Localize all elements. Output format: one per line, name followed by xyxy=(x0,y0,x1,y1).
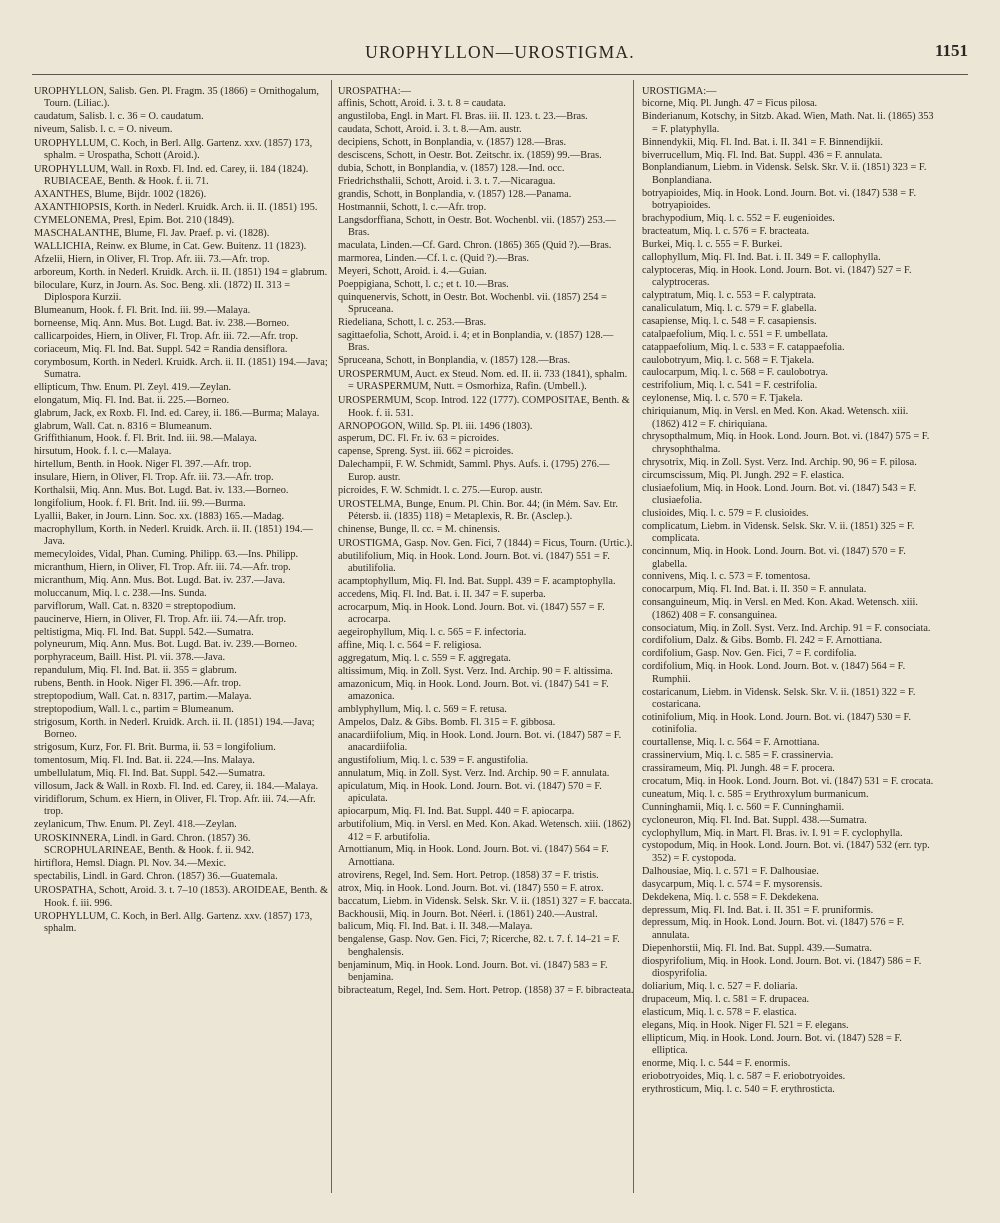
species-entry: atrox, Miq. in Hook. Lond. Journ. Bot. vi. (1847) 550 = F. atrox. xyxy=(338,882,604,894)
species-entry: glabrum, Jack, ex Roxb. Fl. Ind. ed. Carey, ii. 186.—Burma; Malaya. xyxy=(34,407,320,419)
species-entry: hirtiflora, Hemsl. Diagn. Pl. Nov. 34.—Mexic. xyxy=(34,858,227,870)
species-entry: coriaceum, Miq. Fl. Ind. Bat. Suppl. 542 = Randia densiflora. xyxy=(34,343,288,355)
species-entry: crassirameum, Miq. Pl. Jungh. 48 = F. procera. xyxy=(642,763,835,775)
species-entry: connivens, Miq. l. c. 573 = F. tomentosa. xyxy=(642,571,811,583)
species-entry: Langsdorffiana, Schott, in Oestr. Bot. Wochenbl. vii. (1857) 253.—Bras. xyxy=(338,214,616,238)
species-entry: WALLICHIA, Reinw. ex Blume, in Cat. Gew. Buitenz. 11 (1823). xyxy=(34,240,307,252)
species-entry: enorme, Miq. l. c. 544 = F. enormis. xyxy=(642,1057,791,1069)
species-entry: altissimum, Miq. in Zoll. Syst. Verz. Ind. Archip. 90 = F. altissima. xyxy=(338,665,613,677)
species-entry: complicatum, Liebm. in Vidensk. Selsk. Skr. V. ii. (1851) 325 = F. complicata. xyxy=(642,520,915,545)
species-entry: cotinifolium, Miq. in Hook. Lond. Journ. Bot. vi. (1847) 530 = F. cotinifolia. xyxy=(642,711,911,736)
species-entry: Dalhousiae, Miq. l. c. 571 = F. Dalhousiae. xyxy=(642,865,819,877)
genus-entry: UROSKINNERA, Lindl. in Gard. Chron. (1857) 36. SCROPHULARINEAE, Benth. & Hook. f. ii. 942. xyxy=(34,833,254,857)
species-entry: casapiense, Miq. l. c. 548 = F. casapiensis. xyxy=(642,315,817,327)
species-entry: consociatum, Miq. in Zoll. Syst. Verz. Ind. Archip. 91 = F. consociata. xyxy=(642,622,931,634)
species-entry: elongatum, Miq. Fl. Ind. Bat. ii. 225.—Borneo. xyxy=(34,394,230,406)
species-entry: biloculare, Kurz, in Journ. As. Soc. Beng. xli. (1872) II. 313 = Diplospora Kurzii. xyxy=(34,279,291,303)
species-entry: Hostmannii, Schott, l. c.—Afr. trop. xyxy=(338,201,487,213)
species-entry: Burkei, Miq. l. c. 555 = F. Burkei. xyxy=(642,238,783,250)
species-entry: affine, Miq. l. c. 564 = F. religiosa. xyxy=(338,639,482,651)
species-entry: concinnum, Miq. in Hook. Lond. Journ. Bot. vi. (1847) 570 = F. glabella. xyxy=(642,546,906,570)
species-entry: botryapioides, Miq. in Hook. Lond. Journ. Bot. vi. (1847) 538 = F. botryapioides. xyxy=(642,187,917,212)
species-entry: dubia, Schott, in Bonplandia, v. (1857) 128.—Ind. occ. xyxy=(338,162,565,174)
species-entry: sagittaefolia, Schott, Aroid. i. 4; et in Bonplandia, v. (1857) 128.—Bras. xyxy=(338,329,614,354)
species-entry: AXANTHES, Blume, Bijdr. 1002 (1826). xyxy=(34,189,207,201)
genus-entry: UROSTIGMA, Gasp. Nov. Gen. Fici, 7 (1844) = Ficus, Tourn. (Urtic.). xyxy=(338,537,633,549)
species-entry: ARNOPOGON, Willd. Sp. Pl. iii. 1496 (1803). xyxy=(338,420,533,432)
species-entry: affinis, Schott, Aroid. i. 3. t. 8 = caudata. xyxy=(338,98,506,110)
species-entry: chrysotrix, Miq. in Zoll. Syst. Verz. Ind. Archip. 90, 96 = F. pilosa. xyxy=(642,456,917,468)
species-entry: Afzelii, Hiern, in Oliver, Fl. Trop. Afr. iii. 73.—Afr. trop. xyxy=(34,253,270,265)
species-entry: atrovirens, Regel, Ind. Sem. Hort. Petrop. (1858) 37 = F. tristis. xyxy=(338,869,599,881)
species-entry: benjaminum, Miq. in Hook. Lond. Journ. Bot. vi. (1847) 583 = F. benjamina. xyxy=(338,959,608,984)
column-right xyxy=(642,84,938,1097)
species-entry: callophyllum, Miq. Fl. Ind. Bat. i. II. 349 = F. callophylla. xyxy=(642,251,881,263)
species-entry: Griffithianum, Hook. f. Fl. Brit. Ind. iii. 98.—Malaya. xyxy=(34,433,257,445)
species-entry: Riedeliana, Schott, l. c. 253.—Bras. xyxy=(338,316,487,328)
species-entry: quinquenervis, Schott, in Oestr. Bot. Wochenbl. vii. (1857) 254 = Spruceana. xyxy=(338,291,607,315)
genus-entry: UROPHYLLUM, Wall. in Roxb. Fl. Ind. ed. Carey, ii. 184 (1824). RUBIACEAE, Benth. & Hook. f. ii. 71. xyxy=(34,163,309,188)
species-entry: eriobotryoides, Miq. l. c. 587 = F. eriobotryoides. xyxy=(642,1070,846,1082)
species-entry: crassinervium, Miq. l. c. 585 = F. crassinervia. xyxy=(642,750,834,762)
species-entry: callicarpoides, Hiern, in Oliver, Fl. Trop. Afr. iii. 72.—Afr. trop. xyxy=(34,330,299,342)
column-middle xyxy=(338,84,634,998)
species-entry: apiocarpum, Miq. Fl. Ind. Bat. Suppl. 440 = F. apiocarpa. xyxy=(338,806,575,818)
species-entry: courtallense, Miq. l. c. 564 = F. Arnottiana. xyxy=(642,737,820,749)
species-entry: depressum, Miq. in Hook. Lond. Journ. Bot. vi. (1847) 576 = F. annulata. xyxy=(642,917,905,941)
species-entry: MASCHALANTHE, Blume, Fl. Jav. Praef. p. vi. (1828). xyxy=(34,227,270,239)
species-entry: calyptratum, Miq. l. c. 553 = F. calyptrata. xyxy=(642,290,816,301)
page-number: 1151 xyxy=(934,41,968,60)
species-entry: strigosum, Kurz, For. Fl. Brit. Burma, ii. 53 = longifolium. xyxy=(34,742,276,754)
species-entry: ellipticum, Miq. in Hook. Lond. Journ. Bot. vi. (1847) 528 = F. elliptica. xyxy=(642,1032,902,1056)
species-entry: memecyloides, Vidal, Phan. Cuming. Philipp. 63.—Ins. Philipp. xyxy=(34,549,299,561)
species-entry: canaliculatum, Miq. l. c. 579 = F. glabella. xyxy=(642,302,817,314)
species-entry: viridiflorum, Schum. ex Hiern, in Oliver, Fl. Trop. Afr. iii. 74.—Afr. trop. xyxy=(34,793,316,818)
species-entry: caudata, Schott, Aroid. i. 3. t. 8.—Am. austr. xyxy=(338,124,522,136)
column-divider xyxy=(331,80,332,1193)
page-header xyxy=(0,40,1000,70)
species-entry: biverrucellum, Miq. Fl. Ind. Bat. Suppl. 436 = F. annulata. xyxy=(642,149,883,161)
species-entry: cuneatum, Miq. l. c. 585 = Erythroxylum burmanicum. xyxy=(642,788,869,800)
species-entry: grandis, Schott, in Bonplandia, v. (1857) 128.—Panama. xyxy=(338,188,572,200)
species-entry: Lyallii, Baker, in Journ. Linn. Soc. xx. (1883) 165.—Madag. xyxy=(34,510,285,522)
genus-entry: UROSPERMUM, Scop. Introd. 122 (1777). COMPOSITAE, Benth. & Hook. f. ii. 531. xyxy=(338,395,630,419)
species-entry: Dekdekena, Miq. l. c. 558 = F. Dekdekena. xyxy=(642,891,819,903)
species-entry: villosum, Jack & Wall. in Roxb. Fl. Ind. ed. Carey, ii. 184.—Malaya. xyxy=(34,780,319,792)
species-entry: Backhousii, Miq. in Journ. Bot. Néerl. i. (1861) 240.—Austral. xyxy=(338,908,598,920)
genus-entry: UROPHYLLON, Salisb. Gen. Pl. Fragm. 35 (1866) = Ornithogalum, Tourn. (Liliac.). xyxy=(34,85,319,109)
species-entry: longifolium, Hook. f. Fl. Brit. Ind. iii. 99.—Burma. xyxy=(34,498,246,509)
species-entry: micranthum, Miq. Ann. Mus. Bot. Lugd. Bat. iv. 237.—Java. xyxy=(34,574,286,586)
species-entry: porphyraceum, Baill. Hist. Pl. vii. 378.—Java. xyxy=(34,652,226,664)
species-entry: cycloneuron, Miq. Fl. Ind. Bat. Suppl. 438.—Sumatra. xyxy=(642,814,867,826)
species-entry: hirtellum, Benth. in Hook. Niger Fl. 397.—Afr. trop. xyxy=(34,459,252,471)
species-entry: maculata, Linden.—Cf. Gard. Chron. (1865) 365 (Quid ?).—Bras. xyxy=(338,239,612,251)
species-entry: consanguineum, Miq. in Versl. en Med. Kon. Akad. Wetensch. xiii. (1862) 408 = F. consanguinea. xyxy=(642,597,918,621)
species-entry: cystopodum, Miq. in Hook. Lond. Journ. Bot. vi. (1847) 532 (err. typ. 352) = F. cystopoda. xyxy=(642,840,930,864)
species-entry: Diepenhorstii, Miq. Fl. Ind. Bat. Suppl. 439.—Sumatra. xyxy=(642,942,872,954)
species-entry: clusiaefolium, Miq. in Hook. Lond. Journ. Bot. vi. (1847) 543 = F. clusiaefolia. xyxy=(642,482,917,506)
species-entry: bengalense, Gasp. Nov. Gen. Fici, 7; Ricerche, 82. t. 7. f. 14–21 = F. benghalensis. xyxy=(338,934,620,958)
species-entry: caulobotryum, Miq. l. c. 568 = F. Tjakela. xyxy=(642,354,815,366)
species-entry: macrophyllum, Korth. in Nederl. Kruidk. Arch. ii. II. (1851) 194.—Java. xyxy=(34,523,313,548)
species-entry: arboreum, Korth. in Nederl. Kruidk. Arch. ii. II. (1851) 194 = glabrum. xyxy=(34,266,328,278)
species-entry: chiriquianum, Miq. in Versl. en Med. Kon. Akad. Wetensch. xiii. (1862) 412 = F. chiriquiana. xyxy=(642,406,909,430)
species-entry: amblyphyllum, Miq. l. c. 569 = F. retusa. xyxy=(338,704,507,715)
species-entry: picroides, F. W. Schmidt. l. c. 275.—Europ. austr. xyxy=(338,484,543,496)
species-entry: depressum, Miq. Fl. Ind. Bat. i. II. 351 = F. pruniformis. xyxy=(642,904,874,916)
species-entry: moluccanum, Miq. l. c. 238.—Ins. Sunda. xyxy=(34,587,207,599)
species-entry: circumscissum, Miq. Pl. Jungh. 292 = F. elastica. xyxy=(642,469,845,481)
species-entry: cordifolium, Dalz. & Gibs. Bomb. Fl. 242 = F. Arnottiana. xyxy=(642,635,883,647)
species-entry: balicum, Miq. Fl. Ind. Bat. i. II. 348.—Malaya. xyxy=(338,921,533,933)
species-entry: Friedrichsthalii, Schott, Aroid. i. 3. t. 7.—Nicaragua. xyxy=(338,175,556,187)
species-entry: chrysopthalmum, Miq. in Hook. Lond. Journ. Bot. vi. (1847) 575 = F. chrysophthalma. xyxy=(642,431,930,455)
species-entry: desciscens, Schott, in Oestr. Bot. Zeitschr. ix. (1859) 99.—Bras. xyxy=(338,150,602,162)
species-entry: erythrosticum, Miq. l. c. 540 = F. erythrosticta. xyxy=(642,1083,835,1095)
species-entry: arbutifolium, Miq. in Versl. en Med. Kon. Akad. Wetensch. xiii. (1862) 412 = F. arbutifolia. xyxy=(338,819,631,843)
species-entry: aggregatum, Miq. l. c. 559 = F. aggregata. xyxy=(338,652,511,664)
species-entry: bracteatum, Miq. l. c. 576 = F. bracteata. xyxy=(642,225,810,237)
species-entry: catalpaefolium, Miq. l. c. 551 = F. umbellata. xyxy=(642,328,828,340)
species-entry: peltistigma, Miq. Fl. Ind. Bat. Suppl. 542.—Sumatra. xyxy=(34,626,254,638)
genus-entry: UROSPERMUM, Auct. ex Steud. Nom. ed. II. ii. 733 (1841), sphalm. = URASPERMUM, Nutt. = Osmorhiza, Rafin. (Umbell.). xyxy=(338,368,628,393)
species-entry: Arnottianum, Miq. in Hook. Lond. Journ. Bot. vi. (1847) 564 = F. Arnottiana. xyxy=(338,844,609,868)
species-entry: Binnendykii, Miq. Fl. Ind. Bat. i. II. 341 = F. Binnendijkii. xyxy=(642,136,883,148)
species-entry: caudatum, Salisb. l. c. 36 = O. caudatum. xyxy=(34,110,204,122)
species-entry: paucinerve, Hiern, in Oliver, Fl. Trop. Afr. iii. 74.—Afr. trop. xyxy=(34,613,287,625)
genus-entry: UROSPATHA:— xyxy=(338,85,411,97)
species-entry: insulare, Hiern, in Oliver, Fl. Trop. Afr. iii. 73.—Afr. trop. xyxy=(34,472,274,484)
species-entry: costaricanum, Liebm. in Vidensk. Selsk. Skr. V. ii. (1851) 322 = F. costaricana. xyxy=(642,686,916,710)
species-entry: Korthalsii, Miq. Ann. Mus. Bot. Lugd. Bat. iv. 133.—Borneo. xyxy=(34,485,289,497)
species-entry: dasycarpum, Miq. l. c. 574 = F. mysorensis. xyxy=(642,878,823,890)
species-entry: acamptophyllum, Miq. Fl. Ind. Bat. Suppl. 439 = F. acamptophylla. xyxy=(338,575,616,587)
species-entry: chinense, Bunge, ll. cc. = M. chinensis. xyxy=(338,523,500,535)
species-entry: angustifolium, Miq. l. c. 539 = F. angustifolia. xyxy=(338,755,529,767)
species-entry: corymbosum, Korth. in Nederl. Kruidk. Arch. ii. II. (1851) 194.—Java; Sumatra. xyxy=(34,356,328,380)
species-entry: abutilifolium, Miq. in Hook. Lond. Journ. Bot. vi. (1847) 551 = F. abutilifolia. xyxy=(338,550,610,575)
species-entry: ellipticum, Thw. Enum. Pl. Zeyl. 419.—Zeylan. xyxy=(34,381,232,393)
species-entry: capense, Spreng. Syst. iii. 662 = picroides. xyxy=(338,446,514,458)
species-entry: rubens, Benth. in Hook. Niger Fl. 396.—Afr. trop. xyxy=(34,678,242,690)
species-entry: drupaceum, Miq. l. c. 581 = F. drupacea. xyxy=(642,993,810,1005)
species-entry: hirsutum, Hook. f. l. c.—Malaya. xyxy=(34,446,172,458)
species-entry: Poeppigiana, Schott, l. c.; et t. 10.—Bras. xyxy=(338,278,509,290)
species-entry: angustiloba, Engl. in Mart. Fl. Bras. iii. II. 123. t. 23.—Bras. xyxy=(338,111,588,123)
species-entry: decipiens, Schott, in Bonplandia, v. (1857) 128.—Bras. xyxy=(338,137,567,149)
species-entry: elegans, Miq. in Hook. Niger Fl. 521 = F. elegans. xyxy=(642,1019,849,1031)
species-entry: streptopodium, Wall. l. c., partim = Blumeanum. xyxy=(34,704,234,715)
genus-entry: UROSPATHA, Schott, Aroid. 3. t. 7–10 (1853). AROIDEAE, Benth. & Hook. f. iii. 996. xyxy=(34,885,328,909)
species-entry: caulocarpum, Miq. l. c. 568 = F. caulobotrya. xyxy=(642,367,828,379)
species-entry: parviflorum, Wall. Cat. n. 8320 = streptopodium. xyxy=(34,600,236,612)
species-entry: accedens, Miq. Fl. Ind. Bat. i. II. 347 = F. superba. xyxy=(338,588,546,600)
species-entry: Spruceana, Schott, in Bonplandia, v. (1857) 128.—Bras. xyxy=(338,355,571,367)
species-entry: tomentosum, Miq. Fl. Ind. Bat. ii. 224.—Ins. Malaya. xyxy=(34,755,255,767)
species-entry: Ampelos, Dalz. & Gibs. Bomb. Fl. 315 = F. gibbosa. xyxy=(338,716,556,728)
running-title: UROPHYLLON—UROSTIGMA. xyxy=(365,42,635,62)
species-entry: streptopodium, Wall. Cat. n. 8317, partim.—Malaya. xyxy=(34,691,252,703)
species-entry: zeylanicum, Thw. Enum. Pl. Zeyl. 418.—Zeylan. xyxy=(34,819,237,831)
species-entry: annulatum, Miq. in Zoll. Syst. Verz. Ind. Archip. 90 = F. annulata. xyxy=(338,768,610,780)
species-entry: calyptoceras, Miq. in Hook. Lond. Journ. Bot. vi. (1847) 527 = F. calyptroceras. xyxy=(642,264,912,289)
species-entry: diospyrifolium, Miq. in Hook. Lond. Journ. Bot. vi. (1847) 586 = F. diospyrifolia. xyxy=(642,955,922,980)
species-entry: crocatum, Miq. in Hook. Lond. Journ. Bot. vi. (1847) 531 = F. crocata. xyxy=(642,775,934,787)
species-entry: marmorea, Linden.—Cf. l. c. (Quid ?).—Bras. xyxy=(338,252,530,264)
species-entry: anacardiifolium, Miq. in Hook. Lond. Journ. Bot. vi. (1847) 587 = F. anacardiifolia. xyxy=(338,729,622,754)
species-entry: borneense, Miq. Ann. Mus. Bot. Lugd. Bat. iv. 238.—Borneo. xyxy=(34,317,290,329)
species-entry: spectabilis, Lindl. in Gard. Chron. (1857) 36.—Guatemala. xyxy=(34,871,278,883)
species-entry: CYMELONEMA, Presl, Epim. Bot. 210 (1849). xyxy=(34,215,235,227)
species-entry: Dalechampii, F. W. Schmidt, Samml. Phys. Aufs. i. (1795) 276.—Europ. austr. xyxy=(338,459,610,483)
species-entry: strigosum, Korth. in Nederl. Kruidk. Arch. ii. II. (1851) 194.—Java; Borneo. xyxy=(34,716,315,741)
species-entry: micranthum, Hiern, in Oliver, Fl. Trop. Afr. iii. 74.—Afr. trop. xyxy=(34,562,291,574)
species-entry: conocarpum, Miq. Fl. Ind. Bat. i. II. 350 = F. annulata. xyxy=(642,584,867,596)
genus-entry: UROSTELMA, Bunge, Enum. Pl. Chin. Bor. 44; (in Mém. Sav. Etr. Pétersb. ii. (1835) 118) = Metaplexis, R. Br. (Asclep.). xyxy=(338,498,618,522)
species-entry: Cunninghamii, Miq. l. c. 560 = F. Cunninghamii. xyxy=(642,801,845,813)
species-entry: asperum, DC. Fl. Fr. iv. 63 = picroides. xyxy=(338,433,500,445)
column-left xyxy=(34,84,330,936)
species-entry: Meyeri, Schott, Aroid. i. 4.—Guian. xyxy=(338,265,487,277)
header-rule xyxy=(32,74,968,75)
species-entry: catappaefolium, Miq. l. c. 533 = F. catappaefolia. xyxy=(642,341,845,353)
species-entry: UROPHYLLUM, C. Koch, in Berl. Allg. Gartenz. xxv. (1857) 173, sphalm. xyxy=(34,910,313,934)
species-entry: elasticum, Miq. l. c. 578 = F. elastica. xyxy=(642,1006,797,1018)
species-entry: doliarium, Miq. l. c. 527 = F. doliaria. xyxy=(642,980,798,992)
species-entry: apiculatum, Miq. in Hook. Lond. Journ. Bot. vi. (1847) 570 = F. apiculata. xyxy=(338,780,602,805)
species-entry: baccatum, Liebm. in Vidensk. Selsk. Skr. V. ii. (1851) 327 = F. baccata. xyxy=(338,895,633,907)
species-entry: bibracteatum, Regel, Ind. Sem. Hort. Petrop. (1858) 37 = F. bibracteata. xyxy=(338,984,634,996)
species-entry: Binderianum, Kotschy, in Sitzb. Akad. Wien, Math. Nat. li. (1865) 353 = F. platyphylla. xyxy=(642,111,934,135)
species-entry: amazonicum, Miq. in Hook. Lond. Journ. Bot. vi. (1847) 541 = F. amazonica. xyxy=(338,678,609,703)
species-entry: brachypodium, Miq. l. c. 552 = F. eugenioides. xyxy=(642,213,835,225)
species-entry: niveum, Salisb. l. c. = O. niveum. xyxy=(34,123,173,135)
species-entry: cordifolium, Gasp. Nov. Gen. Fici, 7 = F. cordifolia. xyxy=(642,648,857,660)
genus-entry: UROPHYLLUM, C. Koch, in Berl. Allg. Gartenz. xxv. (1857) 173, sphalm. = Urospatha, Schott (Aroid.). xyxy=(34,137,313,162)
species-entry: aegeirophyllum, Miq. l. c. 565 = F. infectoria. xyxy=(338,627,527,639)
species-entry: cyclophyllum, Miq. in Mart. Fl. Bras. iv. I. 91 = F. cyclophylla. xyxy=(642,827,903,839)
species-entry: cestrifolium, Miq. l. c. 541 = F. cestrifolia. xyxy=(642,380,818,392)
species-entry: cordifolium, Miq. in Hook. Lond. Journ. Bot. v. (1847) 564 = F. Rumphii. xyxy=(642,661,906,685)
genus-entry: UROSTIGMA:— xyxy=(642,85,717,97)
species-entry: AXANTHIOPSIS, Korth. in Nederl. Kruidk. Arch. ii. II. (1851) 195. xyxy=(34,202,318,214)
species-entry: polyneurum, Miq. Ann. Mus. Bot. Lugd. Bat. iv. 239.—Borneo. xyxy=(34,639,298,651)
species-entry: clusioides, Miq. l. c. 579 = F. clusioides. xyxy=(642,507,809,519)
species-entry: repandulum, Miq. Fl. Ind. Bat. ii. 355 = glabrum. xyxy=(34,665,237,677)
species-entry: bicorne, Miq. Pl. Jungh. 47 = Ficus pilosa. xyxy=(642,98,818,110)
species-entry: Blumeanum, Hook. f. Fl. Brit. Ind. iii. 99.—Malaya. xyxy=(34,304,251,316)
species-entry: acrocarpum, Miq. in Hook. Lond. Journ. Bot. vi. (1847) 557 = F. acrocarpa. xyxy=(338,601,605,626)
species-entry: ceylonense, Miq. l. c. 570 = F. Tjakela. xyxy=(642,393,803,405)
species-entry: umbellulatum, Miq. Fl. Ind. Bat. Suppl. 542.—Sumatra. xyxy=(34,768,266,780)
species-entry: glabrum, Wall. Cat. n. 8316 = Blumeanum. xyxy=(34,420,212,432)
species-entry: Bonplandianum, Liebm. in Vidensk. Selsk. Skr. V. ii. (1851) 323 = F. Bonplandiana. xyxy=(642,162,927,186)
